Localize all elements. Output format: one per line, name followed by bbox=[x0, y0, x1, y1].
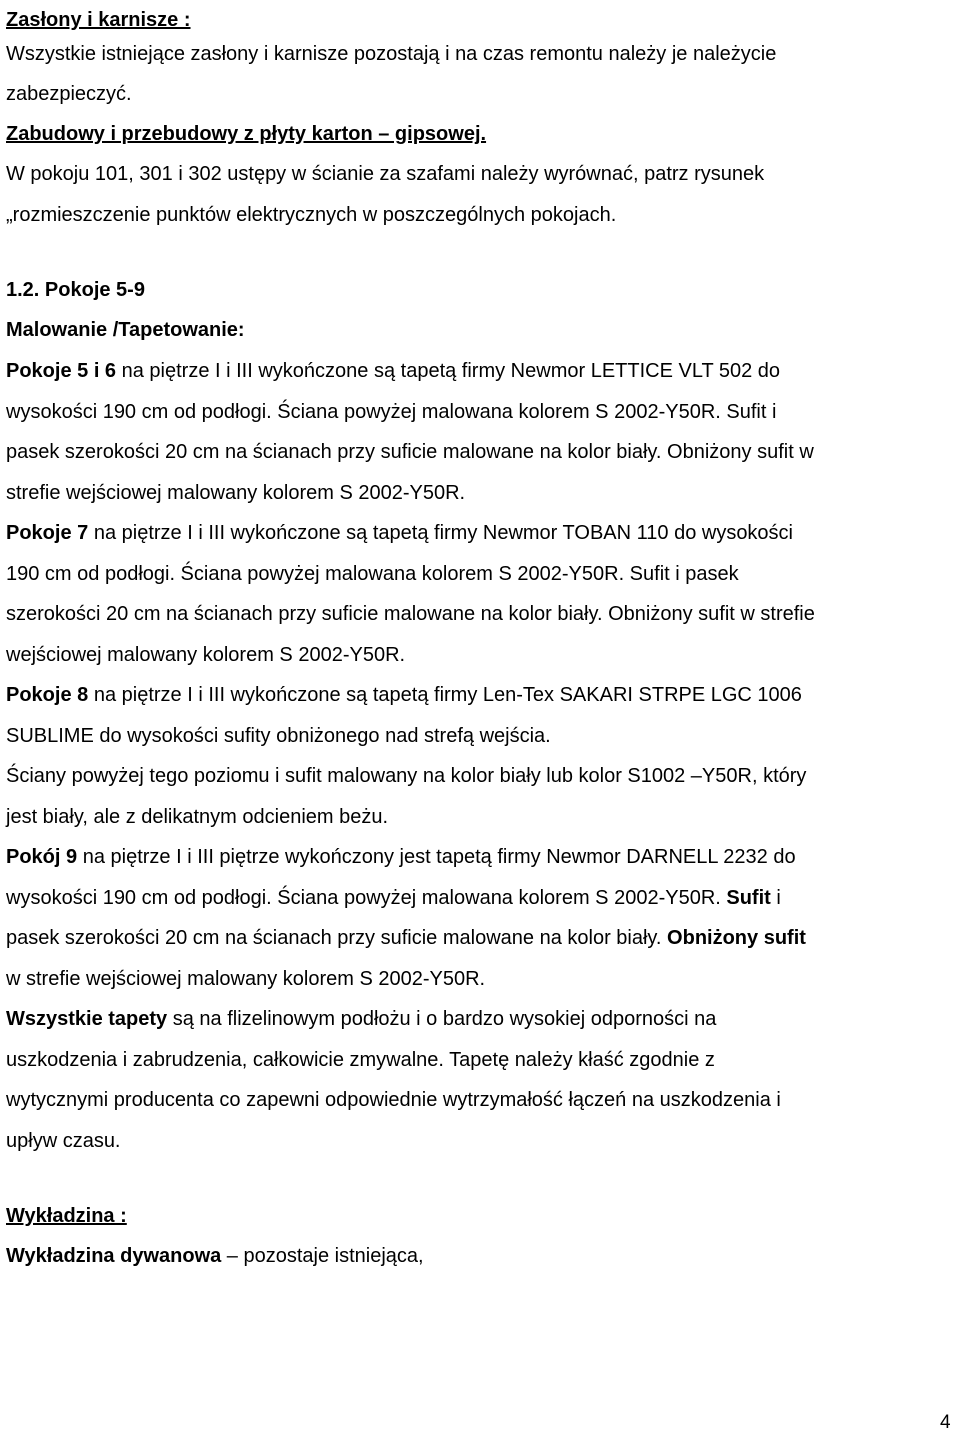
room-7-line: 190 cm od podłogi. Ściana powyżej malowana kolorem S 2002-Y50R. Sufit i pasek bbox=[6, 563, 739, 585]
wallpapers-line: upływ czasu. bbox=[6, 1130, 121, 1152]
curtains-text-line: Wszystkie istniejące zasłony i karnisze pozostają i na czas remontu należy je należycie bbox=[6, 43, 777, 65]
drywall-heading: Zabudowy i przebudowy z płyty karton – gipsowej. bbox=[6, 123, 487, 145]
room-7-text: na piętrze I i III wykończone są tapetą firmy Newmor TOBAN 110 do wysokości bbox=[88, 522, 794, 544]
room-9-line bbox=[6, 886, 781, 910]
drywall-text-line: W pokoju 101, 301 i 302 ustępy w ścianie za szafami należy wyrównać, patrz rysunek bbox=[6, 163, 765, 185]
rooms-5-6-line: strefie wejściowej malowany kolorem S 2002-Y50R. bbox=[6, 482, 466, 504]
room-7-line bbox=[6, 521, 793, 545]
carpet-line bbox=[6, 1244, 424, 1268]
room-9-ceiling-label: Sufit bbox=[726, 887, 771, 909]
drywall-text-line: „rozmieszczenie punktów elektrycznych w poszczególnych pokojach. bbox=[6, 204, 617, 226]
painting-subheading: Malowanie /Tapetowanie: bbox=[6, 319, 245, 341]
wallpapers-line bbox=[6, 1007, 716, 1031]
carpet-text: – pozostaje istniejąca, bbox=[221, 1245, 424, 1267]
room-7-line: szerokości 20 cm na ścianach przy suficie malowane na kolor biały. Obniżony sufit w strefie bbox=[6, 603, 815, 625]
room-9-text: wysokości 190 cm od podłogi. Ściana powyżej malowana kolorem S 2002-Y50R. bbox=[6, 887, 727, 909]
carpet-label: Wykładzina dywanowa bbox=[6, 1245, 222, 1267]
rooms-section-heading: 1.2. Pokoje 5-9 bbox=[6, 279, 145, 301]
room-9-text: pasek szerokości 20 cm na ścianach przy suficie malowane na kolor biały. bbox=[6, 927, 668, 949]
room-9-label: Pokój 9 bbox=[6, 846, 78, 868]
rooms-5-6-line: pasek szerokości 20 cm na ścianach przy suficie malowane na kolor biały. Obniżony sufit w bbox=[6, 441, 814, 463]
wallpapers-text: są na flizelinowym podłożu i o bardzo wysokiej odporności na bbox=[167, 1008, 717, 1030]
room-8-line: jest biały, ale z delikatnym odcieniem beżu. bbox=[6, 806, 389, 828]
room-9-line bbox=[6, 845, 796, 869]
room-9-line: w strefie wejściowej malowany kolorem S 2002-Y50R. bbox=[6, 968, 486, 990]
rooms-5-6-text: na piętrze I i III wykończone są tapetą firmy Newmor LETTICE VLT 502 do bbox=[116, 360, 781, 382]
wallpapers-line: uszkodzenia i zabrudzenia, całkowicie zmywalne. Tapetę należy kłaść zgodnie z bbox=[6, 1049, 715, 1071]
room-8-line: Ściany powyżej tego poziomu i sufit malowany na kolor biały lub kolor S1002 –Y50R, który bbox=[6, 765, 807, 787]
carpet-heading: Wykładzina : bbox=[6, 1205, 127, 1227]
room-8-text: na piętrze I i III wykończone są tapetą firmy Len-Tex SAKARI STRPE LGC 1006 bbox=[88, 684, 802, 706]
room-8-label: Pokoje 8 bbox=[6, 684, 89, 706]
room-8-line bbox=[6, 683, 802, 707]
curtains-heading: Zasłony i karnisze : bbox=[6, 9, 191, 31]
room-7-line: wejściowej malowany kolorem S 2002-Y50R. bbox=[6, 644, 406, 666]
rooms-5-6-line bbox=[6, 359, 780, 383]
rooms-5-6-line: wysokości 190 cm od podłogi. Ściana powyżej malowana kolorem S 2002-Y50R. Sufit i bbox=[6, 401, 777, 423]
room-8-line: SUBLIME do wysokości sufity obniżonego nad strefą wejścia. bbox=[6, 725, 551, 747]
page-number: 4 bbox=[940, 1412, 951, 1433]
curtains-text-line: zabezpieczyć. bbox=[6, 83, 132, 105]
wallpapers-label: Wszystkie tapety bbox=[6, 1008, 168, 1030]
wallpapers-line: wytycznymi producenta co zapewni odpowiednie wytrzymałość łączeń na uszkodzenia i bbox=[6, 1089, 781, 1111]
room-9-lowered-ceiling-label: Obniżony sufit bbox=[667, 927, 806, 949]
room-9-text: i bbox=[770, 887, 781, 909]
room-9-line bbox=[6, 926, 806, 950]
room-9-text: na piętrze I i III piętrze wykończony jest tapetą firmy Newmor DARNELL 2232 do bbox=[77, 846, 796, 868]
room-7-label: Pokoje 7 bbox=[6, 522, 89, 544]
rooms-5-6-label: Pokoje 5 i 6 bbox=[6, 360, 117, 382]
